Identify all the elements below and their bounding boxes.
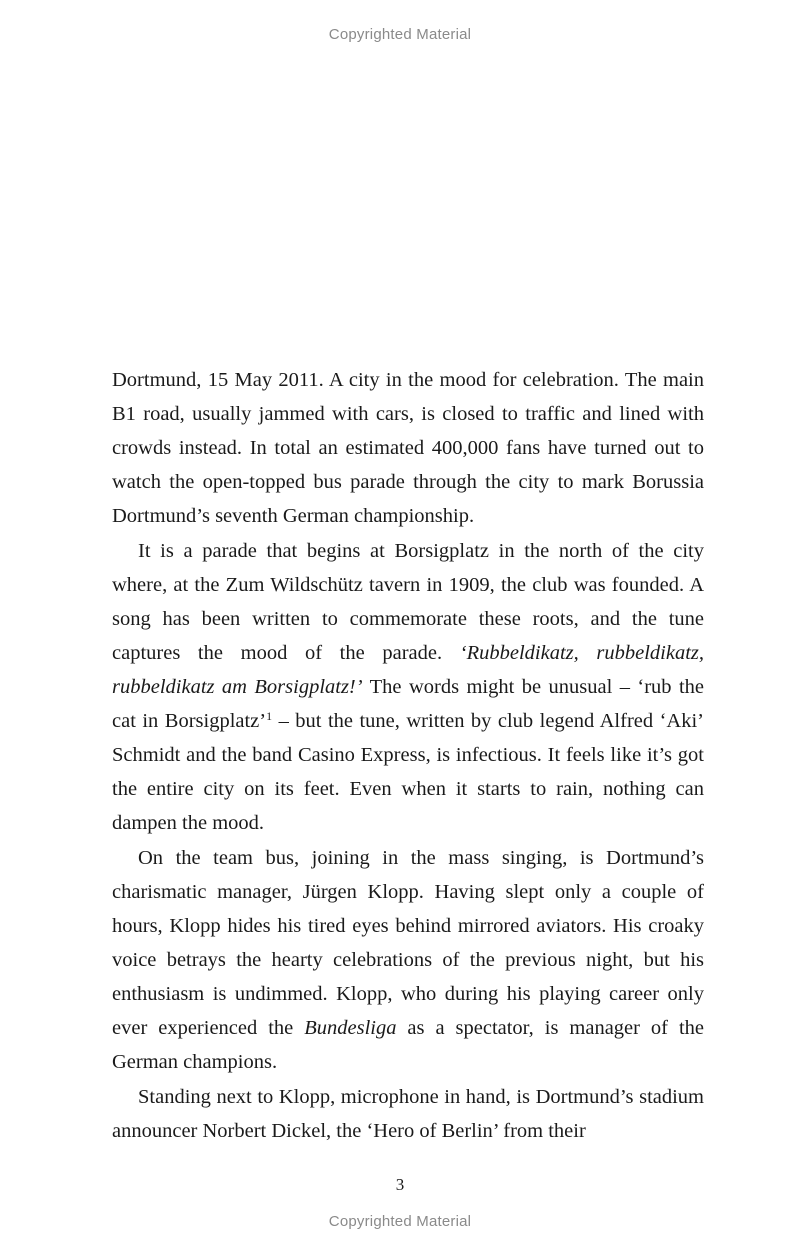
paragraph-2-part-c: – but the tune, written by club legend Alfred ‘Aki’ Schmidt and the band Casino Express, is infectious. It feels like it’s got the entire city on its feet. Even when it starts to rain, nothing can dampen the mood. — [112, 710, 704, 834]
page-number: 3 — [395, 1175, 405, 1194]
paragraph-3 — [112, 841, 704, 1079]
copyright-watermark-bottom: Copyrighted Material — [328, 1213, 472, 1230]
paragraph-3-part-b: as a spectator, is manager of the German champions. — [112, 1017, 704, 1073]
paragraph-2 — [112, 534, 704, 840]
paragraph-4: Standing next to Klopp, microphone in hand, is Dortmund’s stadium announcer Norbert Dickel, the ‘Hero of Berlin’ from their — [112, 1086, 704, 1142]
song-lyric: ‘Rubbeldikatz, rubbeldikatz, rubbeldikatz am Borsigplatz!’ — [112, 642, 704, 698]
body-text — [112, 363, 704, 1149]
league-name: Bundesliga — [304, 1017, 397, 1039]
paragraph-3-part-a: On the team bus, joining in the mass singing, is Dortmund’s charismatic manager, Jürgen Klopp. Having slept only a couple of hours, Klopp hides his tired eyes behind mirrored aviators. His croaky voice betrays the hearty celebrations of the previous night, but his enthusiasm is undimmed. Klopp, who during his playing career only ever experienced the — [112, 847, 704, 1039]
paragraph-1: Dortmund, 15 May 2011. A city in the mood for celebration. The main B1 road, usually jammed with cars, is closed to traffic and lined with crowds instead. In total an estimated 400,000 fans have turned out to watch the open-topped bus parade through the city to mark Borussia Dortmund’s seventh German championship. — [112, 369, 704, 527]
paragraph-2-part-a: It is a parade that begins at Borsigplatz in the north of the city where, at the Zum Wildschütz tavern in 1909, the club was founded. A song has been written to commemorate these roots, and the tune captures the mood of the parade. — [112, 540, 704, 664]
footnote-marker: 1 — [266, 709, 273, 723]
paragraph-2-part-b: The words might be unusual – ‘rub the cat in Borsigplatz’ — [112, 676, 704, 732]
copyright-watermark-top: Copyrighted Material — [328, 26, 472, 43]
